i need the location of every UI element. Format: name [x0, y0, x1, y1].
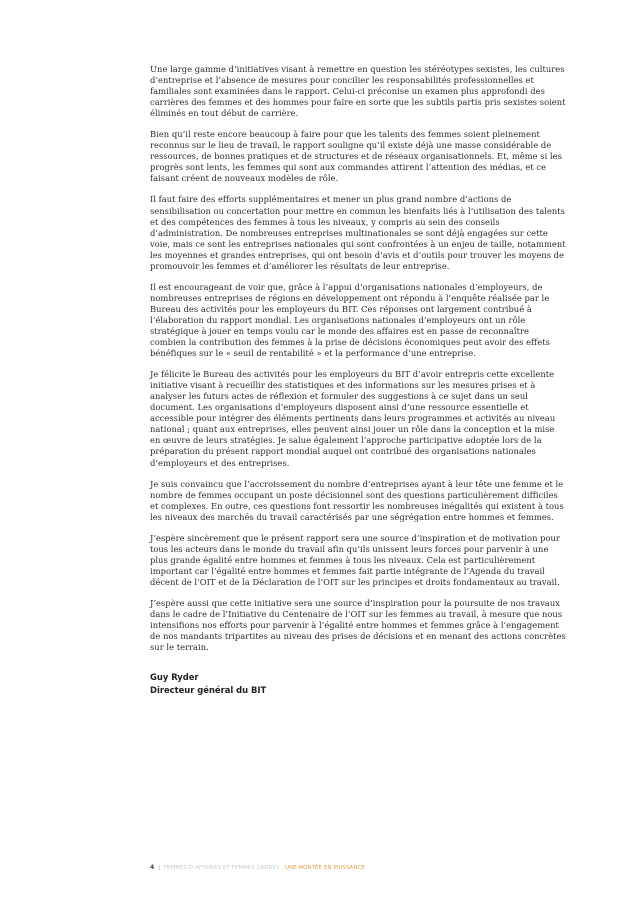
page-footer: [150, 864, 365, 871]
footer-separator: |: [158, 865, 161, 871]
paragraph: Une large gamme d’initiatives visant à remettre en question les stéréotypes sexistes, les cultures d’entreprise et l’absence de mesures pour concilier les responsabilités professionnelles et familiales sont examinées dans le rapport. Celui-ci préconise un examen plus approfondi des carrières des femmes et des hommes pour faire en sorte que les subtils partis pris sexistes soient éliminés en tout début de carrière.: [150, 64, 566, 119]
paragraph: Je suis convaincu que l’accroissement du nombre d’entreprises ayant à leur tête une femme et le nombre de femmes occupant un poste décisionnel sont des questions particulièrement difficiles et complexes. En outre, ces questions font ressortir les nombreuses inégalités qui existent à tous les niveaux des marchés du travail caractérisés par une ségrégation entre hommes et femmes.: [150, 478, 564, 522]
paragraph: J’espère aussi que cette initiative sera une source d’inspiration pour la poursuite de nos travaux dans le cadre de l’Initiative du Centenaire de l’OIT sur les femmes au travail, à mesure que nous intensifions nos efforts pour parvenir à l’égalité entre hommes et femmes grâce à l’engagement de nos mandants tripartites au niveau des prises de décisions et en menant des actions concrètes sur le terrain.: [150, 597, 566, 653]
footer-series-title: FEMMES D’AFFAIRES ET FEMMES CADRES :: [163, 865, 284, 871]
paragraph: J’espère sincèrement que le présent rapport sera une source d’inspiration et de motivation pour tous les acteurs dans le monde du travail afin qu’ils unissent leurs forces pour parvenir à une plus grande égalité entre hommes et femmes à tous les niveaux. Cela est particulièrement important car l’égalité entre hommes et femmes fait partie intégrante de l’Agenda du travail décent de l’OIT et de la Déclaration de l’OIT sur les principes et droits fondamentaux au travail.: [150, 532, 560, 587]
signature-block: [150, 671, 566, 696]
signatory-title: Directeur général du BIT: [150, 684, 267, 695]
paragraph: Il faut faire des efforts supplémentaires et mener un plus grand nombre d’actions de sensibilisation ou concertation pour mettre en commun les bienfaits liés à l’utilisation des talents et des compétences des femmes à tous les niveaux, y compris au sein des conseils d’administration. De nombreuses entreprises multinationales se sont déjà engagées sur cette voie, mais ce sont les entreprises nationales qui sont confrontées à un enjeu de taille, notamment les moyennes et grandes entreprises, qui ont besoin d’avis et d’outils pour trouver les moyens de promouvoir les femmes et d’améliorer les résultats de leur entreprise.: [150, 194, 566, 271]
paragraph: Je félicite le Bureau des activités pour les employeurs du BIT d’avoir entrepris cette excellente initiative visant à recueillir des statistiques et des informations sur les mesures prises et à analyser les futurs actes de réflexion et formuler des suggestions à ce sujet dans un seul document. Les organisations d’employeurs disposent ainsi d’une ressource essentielle et accessible pour intégrer des éléments pertinents dans leurs programmes et activités au niveau national ; quant aux entreprises, elles peuvent ainsi jouer un rôle dans la conception et la mise en œuvre de leurs stratégies. Je salue également l’approche participative adoptée lors de la préparation du présent rapport mondial auquel ont contribué des organisations nationales d’employeurs et des entreprises.: [150, 369, 556, 468]
body-text: [150, 64, 566, 696]
footer-subtitle: UNE MONTÉE EN PUISSANCE: [284, 865, 365, 871]
signatory-name: Guy Ryder: [150, 672, 199, 683]
page-number: 4: [150, 864, 155, 871]
paragraph: Bien qu’il reste encore beaucoup à faire pour que les talents des femmes soient pleinement reconnus sur le lieu de travail, le rapport souligne qu’il existe déjà une masse considérable de ressources, de bonnes pratiques et de structures et de réseaux organisationnels. Et, même si les progrès sont lents, les femmes qui sont aux commandes attirent l’attention des médias, et ce faisant créent de nouveaux modèles de rôle.: [150, 129, 562, 184]
paragraph: Il est encourageant de voir que, grâce à l’appui d’organisations nationales d’employeurs, de nombreuses entreprises de régions en développement ont répondu à l’enquête réalisée par le Bureau des activités pour les employeurs du BIT. Ces réponses ont largement contribué à l’élaboration du rapport mondial. Les organisations nationales d’employeurs ont un rôle stratégique à jouer en temps voulu car le monde des affaires est en passe de reconnaître combien la contribution des femmes à la prise de décisions économiques peut avoir des effets bénéfiques sur le « seuil de rentabilité » et la performance d’une entreprise.: [150, 281, 550, 359]
